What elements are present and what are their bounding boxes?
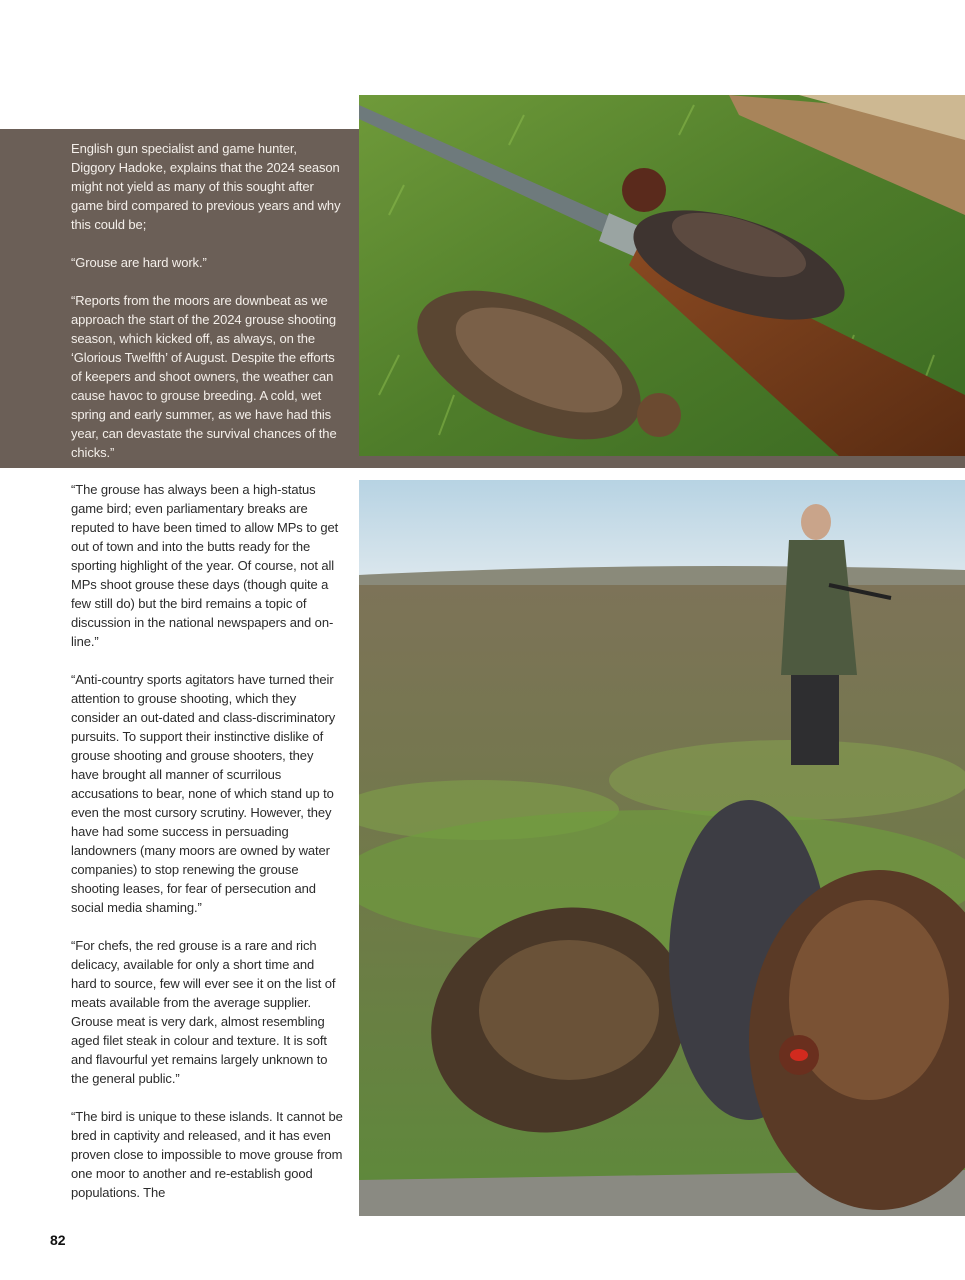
intro-paragraph: “Grouse are hard work.” [71,255,207,270]
body-text-column [71,480,343,1221]
body-paragraph: “The bird is unique to these islands. It cannot be bred in captivity and released, and it has even proven close to impossible to move grouse from one moor to another and re-establish good populations. The [71,1109,343,1200]
body-paragraph: “For chefs, the red grouse is a rare and rich delicacy, available for only a short time and hard to source, few will ever see it on the list of meats available from the average supplier. Grouse meat is very dark, almost resembling aged filet steak in colour and texture. It is soft and flavourful yet remains largely unknown to the general public.” [71,938,336,1086]
photo-shotgun-and-grouse [359,95,965,456]
body-paragraph: “Anti-country sports agitators have turned their attention to grouse shooting, which they consider an out-dated and class-discriminatory pursuits. To support their instinctive dislike of grouse shooting and grouse shooters, they have brought all manner of scurrilous accusations to bear, none of which stand up to even the most cursory scrutiny. However, they have had some success in persuading landowners (many moors are owned by water companies) to stop renewing the grouse shooting leases, for fear of persecution and social media shaming.” [71,672,336,915]
photo-hunter-on-moor-with-grouse [359,480,965,1216]
intro-text-column [71,139,343,481]
body-paragraph: “The grouse has always been a high-status game bird; even parliamentary breaks are reputed to have been timed to allow MPs to get out of town and into the butts ready for the sporting highlight of the year. Of course, not all MPs shoot grouse these days (though quite a few still do) but the bird remains a topic of discussion in the national newspapers and on-line.” [71,482,339,649]
intro-paragraph: English gun specialist and game hunter, Diggory Hadoke, explains that the 2024 season might not yield as many of this sought after game bird compared to previous years and why this could be; [71,141,341,232]
page-number: 82 [50,1232,66,1248]
intro-paragraph: “Reports from the moors are downbeat as we approach the start of the 2024 grouse shooting season, which kicked off, as always, on the ‘Glorious Twelfth’ of August. Despite the efforts of keepers and shoot owners, the weather can cause havoc to grouse breeding. A cold, wet spring and early summer, as we have had this year, can devastate the survival chances of the chicks.” [71,293,337,460]
